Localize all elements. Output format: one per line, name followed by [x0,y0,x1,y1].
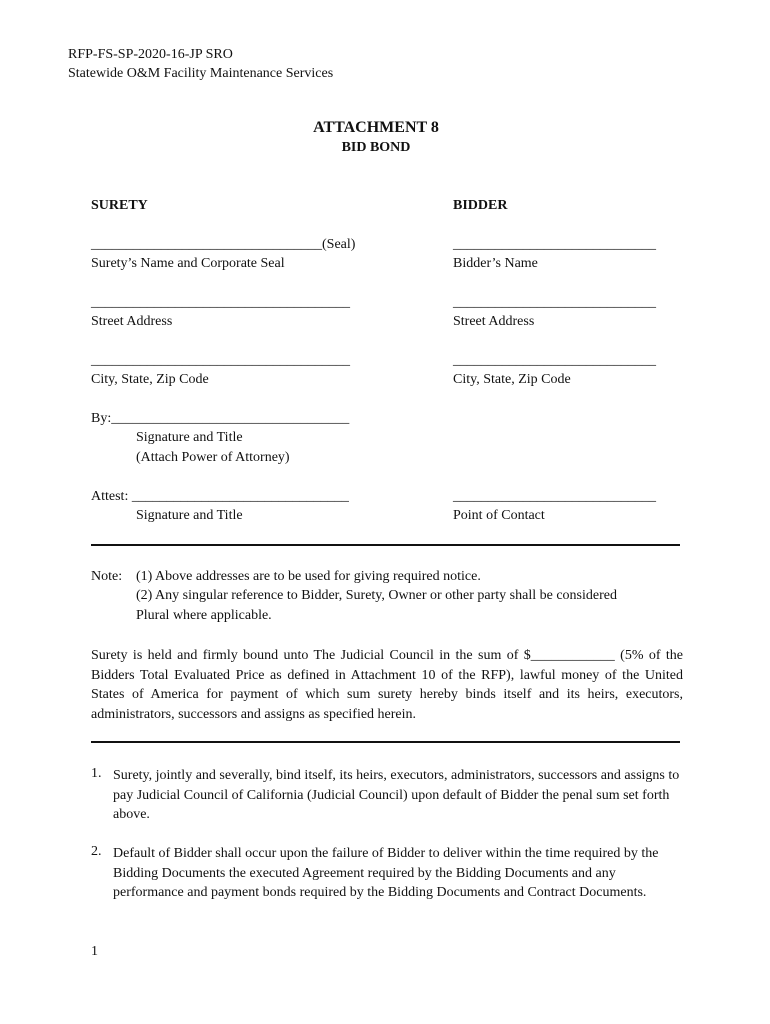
bidder-name-field[interactable]: _____________________________ [453,237,656,252]
section-divider-2 [91,741,680,743]
surety-name-label: Surety’s Name and Corporate Seal [91,256,285,271]
surety-street-field[interactable]: _____________________________________ [91,295,350,310]
list-item-number: 1. [91,766,102,781]
surety-heading: SURETY [91,198,148,213]
surety-power-of-attorney-label: (Attach Power of Attorney) [136,450,290,465]
note-prefix: Note: [91,569,123,584]
surety-city-label: City, State, Zip Code [91,372,209,387]
document-code: RFP-FS-SP-2020-16-JP SRO [68,47,233,62]
note-item-1: (1) Above addresses are to be used for giving required notice. [136,569,481,584]
bidder-contact-field[interactable]: _____________________________ [453,489,656,504]
surety-street-label: Street Address [91,314,173,329]
page-title: ATTACHMENT 8 [313,119,439,136]
surety-by-field[interactable]: By:__________________________________ [91,411,350,426]
surety-attest-label: Signature and Title [136,508,243,523]
bidder-heading: BIDDER [453,198,508,213]
page-subtitle: BID BOND [341,140,411,155]
bidder-street-label: Street Address [453,314,535,329]
document-subtitle: Statewide O&M Facility Maintenance Services [68,66,334,81]
bidder-street-field[interactable]: _____________________________ [453,295,656,310]
surety-attest-field[interactable]: Attest: _______________________________ [91,489,349,504]
bidder-contact-label: Point of Contact [453,508,545,523]
list-item: Default of Bidder shall occur upon the failure of Bidder to deliver within the time required by the Bidding Documents the executed Agreement required by the Bidding Documents and any performance and payment bonds required by the Bidding Documents and Contract Documents. [113,846,659,900]
list-item: Surety, jointly and severally, bind itself, its heirs, executors, administrators, successors and assigns to pay Judicial Council of California (Judicial Council) upon default of Bidder the penal sum set forth above. [113,768,680,822]
surety-by-label: Signature and Title [136,430,243,445]
bidder-city-label: City, State, Zip Code [453,372,571,387]
list-item-number: 2. [91,844,102,859]
surety-name-field[interactable]: _________________________________(Seal) [91,237,356,252]
note-item-2-continued: Plural where applicable. [136,608,272,623]
note-item-2: (2) Any singular reference to Bidder, Surety, Owner or other party shall be considered [136,588,617,603]
bond-paragraph: Surety is held and firmly bound unto The Judicial Council in the sum of $____________ (5% of the Bidders Total Evaluated Price as defined in Attachment 10 of the RFP), lawful money of the United States of America for payment of which sum surety hereby binds itself and its heirs, executors, administrators, successors and assigns as specified herein. [91,648,683,722]
page-number: 1 [91,944,98,959]
section-divider [91,544,680,546]
surety-city-field[interactable]: _____________________________________ [91,353,350,368]
bidder-city-field[interactable]: _____________________________ [453,353,656,368]
bidder-name-label: Bidder’s Name [453,256,538,271]
